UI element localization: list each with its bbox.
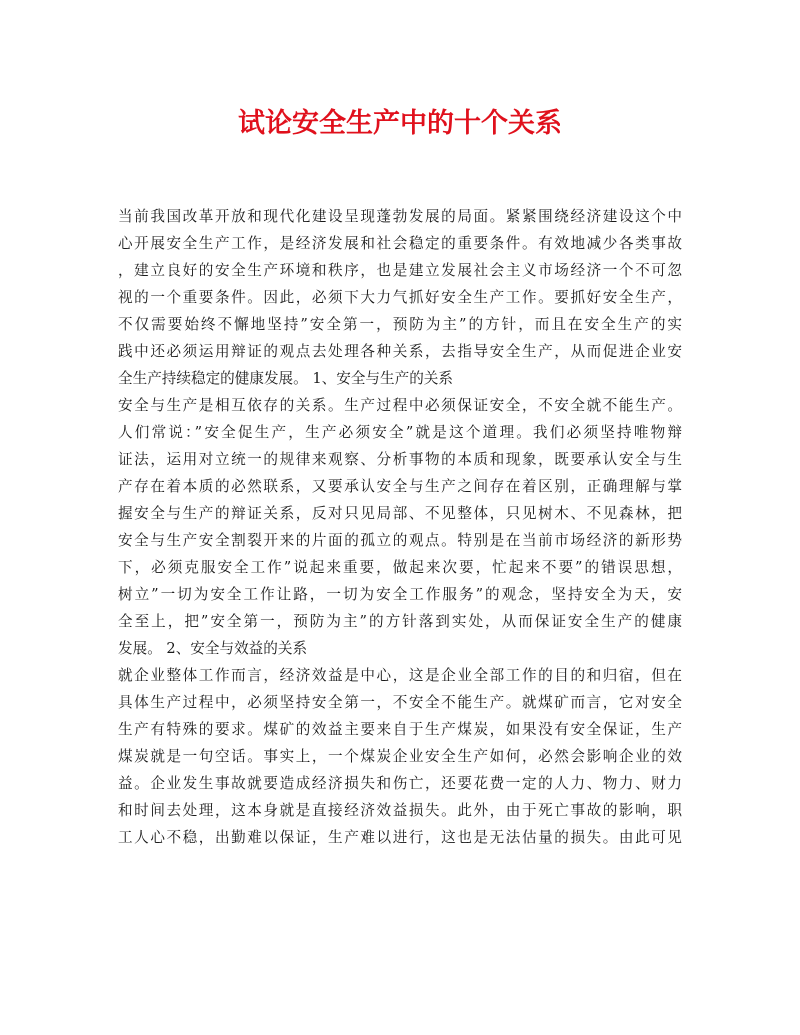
- body-line: 安全与生产是相互依存的关系。生产过程中必须保证安全，不安全就不能生产。: [118, 397, 682, 414]
- body-line: 和时间去处理，这本身就是直接经济效益损失。此外，由于死亡事故的影响，职: [118, 802, 682, 819]
- body-line: 发展。 2、安全与效益的关系: [118, 640, 308, 657]
- body-line: 树立”一切为安全工作让路，一切为安全工作服务”的观念，坚持安全为天，安: [118, 586, 682, 603]
- body-line: 践中还必须运用辩证的观点去处理各种关系，去指导安全生产，从而促进企业安: [118, 343, 682, 360]
- body-line: 视的一个重要条件。因此，必须下大力气抓好安全生产工作。要抓好安全生产，: [118, 289, 682, 306]
- body-line: 安全与生产安全割裂开来的片面的孤立的观点。特别是在当前市场经济的新形势: [118, 532, 682, 549]
- body-line: 全至上，把”安全第一，预防为主”的方针落到实处，从而保证安全生产的健康: [118, 613, 682, 630]
- body-line: 人们常说：”安全促生产，生产必须安全”就是这个道理。我们必须坚持唯物辩: [118, 424, 682, 441]
- body-line: 具体生产过程中，必须坚持安全第一，不安全不能生产。就煤矿而言，它对安全: [118, 694, 682, 711]
- body-line: 握安全与生产的辩证关系，反对只见局部、不见整体，只见树木、不见森林，把: [118, 505, 682, 522]
- body-line: 生产有特殊的要求。煤矿的效益主要来自于生产煤炭，如果没有安全保证，生产: [118, 721, 682, 738]
- document-body: [118, 203, 682, 851]
- body-line: 不仅需要始终不懈地坚持”安全第一，预防为主”的方针，而且在安全生产的实: [118, 316, 682, 333]
- body-line: 证法，运用对立统一的规律来观察、分析事物的本质和现象，既要承认安全与生: [118, 451, 682, 468]
- body-line: 产存在着本质的必然联系，又要承认安全与生产之间存在着区别，正确理解与掌: [118, 478, 682, 495]
- body-line: 全生产持续稳定的健康发展。 1、安全与生产的关系: [118, 370, 453, 387]
- body-line: 工人心不稳，出勤难以保证，生产难以进行，这也是无法估量的损失。由此可见: [118, 829, 682, 846]
- body-line: 就企业整体工作而言，经济效益是中心，这是企业全部工作的目的和归宿，但在: [118, 667, 682, 684]
- body-line: 下，必须克服安全工作”说起来重要，做起来次要，忙起来不要”的错误思想，: [118, 559, 682, 576]
- body-line: 益。企业发生事故就要造成经济损失和伤亡，还要花费一定的人力、物力、财力: [118, 775, 682, 792]
- body-line: 煤炭就是一句空话。事实上，一个煤炭企业安全生产如何，必然会影响企业的效: [118, 748, 682, 765]
- body-line: ，建立良好的安全生产环境和秩序，也是建立发展社会主义市场经济一个不可忽: [118, 262, 682, 279]
- document-title: 试论安全生产中的十个关系: [238, 108, 562, 139]
- body-line: 心开展安全生产工作，是经济发展和社会稳定的重要条件。有效地减少各类事故: [118, 235, 682, 252]
- body-line: 当前我国改革开放和现代化建设呈现蓬勃发展的局面。紧紧围绕经济建设这个中: [118, 208, 682, 225]
